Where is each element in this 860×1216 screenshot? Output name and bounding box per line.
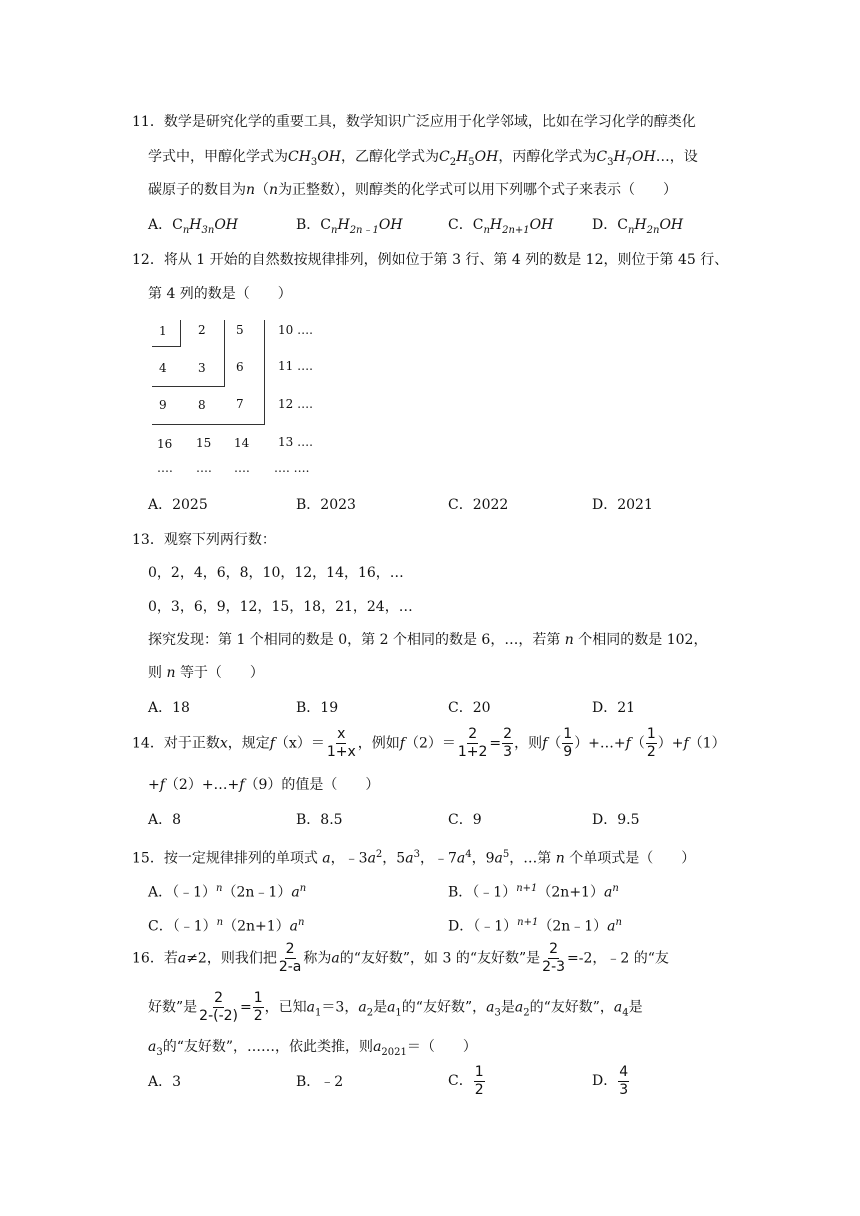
fraction: $\frac{1}{2}$ [474,1063,484,1098]
q14-line1: 14．对于正数x，规定f（x）＝ $\frac{x}{1+x}$ ，例如f（2）＝ $\frac{2}{1+2}$ = $\frac{2}{3}$ ，则f（ $\frac{1}{9}$ ）+…+f（ $\frac{1}{2}$ ）+f（1） [132,726,726,760]
grid-line [152,346,181,347]
fraction: $\frac{2}{2-a}$ [278,941,302,975]
q15-option-b[interactable]: B．$(﹣1)^{n+1}(2n+1)a^n$ [448,883,619,901]
q11-line1: 11．数学是研究化学的重要工具，数学知识广泛应用于化学邻域，比如在学习化学的醇类化 [132,114,696,130]
grid-cell: 10 …. [278,323,313,337]
q12-option-a[interactable]: A．2025 [148,497,208,513]
grid-cell: 5 [236,323,244,337]
q16-line3: $a_3$的“友好数”，……，依此类推，则$a_{2021}=$（ ） [148,1039,477,1058]
q14-line2: +f（2）+…+f（9）的值是（ ） [148,777,380,793]
q13-line4: 探究发现：第 1 个相同的数是 0，第 2 个相同的数是 6，…，若第 n 个相同的数是 102， [148,632,708,648]
grid-cell: 12 …. [278,397,313,411]
grid-cell: 8 [198,398,206,412]
fraction: $\frac{2}{2-(-2)}$ [199,990,239,1024]
grid-cell: …. [157,461,173,475]
grid-cell: 3 [198,361,206,375]
q13-option-b[interactable]: B．19 [296,700,339,716]
grid-cell: 9 [159,398,167,412]
fraction: $\frac{x}{1+x}$ [326,726,356,760]
q11-line3: 碳原子的数目为n（n为正整数），则醇类的化学式可以用下列哪个式子来表示（ ） [148,182,678,198]
q12-line1: 12．将从 1 开始的自然数按规律排列，例如位于第 3 行、第 4 列的数是 12，则位于第 45 行、 [132,252,729,268]
fraction: $\frac{2}{3}$ [503,726,513,760]
q11-option-c[interactable]: C．$C_nH_{2n+1}OH$ [448,217,554,236]
grid-line [152,424,265,425]
grid-cell: 4 [159,361,167,375]
q14-option-b[interactable]: B．8.5 [296,812,343,828]
q16-option-a[interactable]: A．3 [148,1074,182,1090]
grid-cell: …. [196,461,212,475]
q12-option-c[interactable]: C．2022 [448,497,509,513]
grid-line [224,320,225,386]
q13-line2: 0，2，4，6，8，10，12，14，16，… [148,565,404,581]
grid-line [264,320,265,424]
fraction: $\frac{1}{2}$ [646,726,656,760]
grid-cell: 14 [234,436,250,450]
q16-option-b[interactable]: B．﹣2 [296,1074,344,1090]
grid-cell: 13 …. [278,435,313,449]
grid-line [152,386,225,387]
q16-option-c[interactable]: C． $\frac{1}{2}$ [448,1063,484,1098]
q14-option-d[interactable]: D．9.5 [592,812,640,828]
q13-line3: 0，3，6，9，12，15，18，21，24，… [148,599,413,615]
q12-option-d[interactable]: D．2021 [592,497,653,513]
q11-option-b[interactable]: B．$C_nH_{2n﹣1}OH$ [296,217,403,236]
q15-option-d[interactable]: D．$(﹣1)^{n+1}(2n﹣1)a^n$ [448,917,622,935]
q12-option-b[interactable]: B．2023 [296,497,356,513]
q13-option-a[interactable]: A．18 [148,700,190,716]
fraction: $\frac{2}{1+2}$ [457,726,488,760]
q13-option-d[interactable]: D．21 [592,700,636,716]
grid-cell: 7 [236,397,244,411]
q15-option-a[interactable]: A．$(﹣1)^n(2n﹣1)a^n$ [148,883,307,901]
fraction: $\frac{1}{2}$ [253,990,263,1024]
q15-option-c[interactable]: C．$(﹣1)^n(2n+1)a^n$ [148,917,305,935]
grid-cell: …. [234,461,250,475]
fraction: $\frac{2}{2-3}$ [542,941,566,975]
grid-cell: …. …. [274,461,310,475]
grid-cell: 1 [159,324,167,338]
grid-line [180,320,181,346]
q13-line1: 13．观察下列两行数： [132,532,276,548]
q16-line1: 16．若a≠2，则我们把 $\frac{2}{2-a}$ 称为a的“友好数”，如 3 的“友好数”是 $\frac{2}{2-3}$ =-2，﹣2 的“友 [132,941,669,975]
fraction: $\frac{4}{3}$ [619,1063,629,1098]
q15-line1: 15．按一定规律排列的单项式 a，$﹣3a^2$，$5a^3$，$﹣7a^4$，$9a^5$，…第 n 个单项式是（ ） [132,849,696,867]
q12-line2: 第 4 列的数是（ ） [148,286,292,302]
q14-option-a[interactable]: A．8 [148,812,182,828]
grid-cell: 11 …. [278,359,313,373]
q13-option-c[interactable]: C．20 [448,700,491,716]
fraction: $\frac{1}{9}$ [563,726,573,760]
grid-cell: 15 [196,436,212,450]
q16-option-d[interactable]: D． $\frac{4}{3}$ [592,1063,629,1098]
q14-option-c[interactable]: C．9 [448,812,482,828]
grid-cell: 16 [157,437,173,451]
grid-cell: 2 [198,323,206,337]
q11-line2: 学式中，甲醇化学式为$CH_3OH$，乙醇化学式为$C_2H_5OH$，丙醇化学式为$C_3H_7OH\dots$，设 [148,149,698,168]
q16-line2: 好数”是 $\frac{2}{2-(-2)}$ = $\frac{1}{2}$ ，已知$a_1=3$，$a_2$是$a_1$的“友好数”，$a_3$是$a_2$的“友好数”，$a_4$是 [148,990,643,1024]
grid-cell: 6 [236,360,244,374]
q13-line5: 则 n 等于（ ） [148,665,264,681]
q11-option-a[interactable]: A．$C_nH_{3n}OH$ [148,217,239,236]
q11-option-d[interactable]: D．$C_nH_{2n}OH$ [592,217,684,236]
